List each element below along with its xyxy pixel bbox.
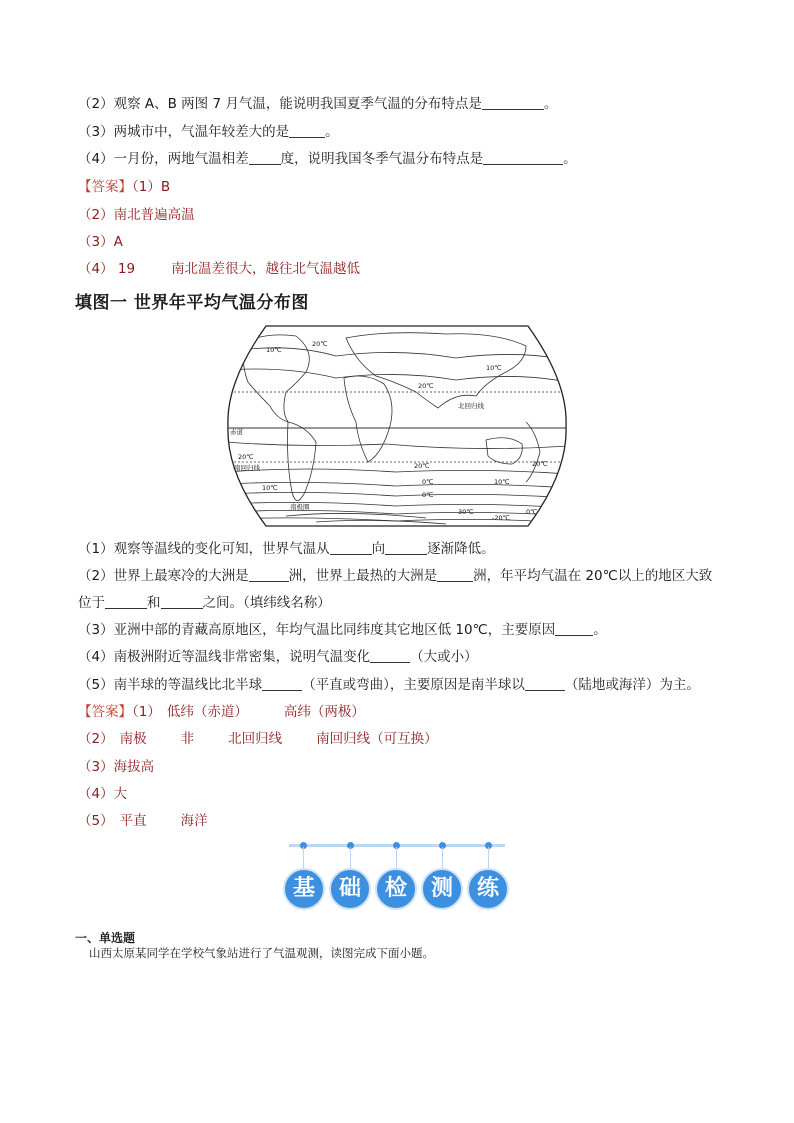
answer-text: （5） xyxy=(78,813,114,829)
answer-blank xyxy=(161,594,203,609)
answer-blank xyxy=(330,540,372,555)
question-text: 和 xyxy=(147,595,161,611)
question-text: 。 xyxy=(563,151,577,167)
answer-line xyxy=(78,703,365,721)
question-text: （3）亚洲中部的青藏高原地区，年均气温比同纬度其它地区低 10℃，主要原因 xyxy=(78,622,556,638)
answer-text: 北回归线 xyxy=(228,731,283,747)
banner-char: 础 xyxy=(329,868,371,910)
map-label: 20℃ xyxy=(414,462,430,470)
world-temperature-map xyxy=(226,322,568,530)
answer-blank xyxy=(525,676,565,691)
map-label: 南回归线 xyxy=(234,464,260,472)
question-line xyxy=(78,540,495,558)
map-label: 南极圈 xyxy=(290,503,310,511)
answer-text: 南北温差很大，越往北气温越低 xyxy=(171,261,361,277)
answer-text: （2） xyxy=(78,731,114,747)
answer-line xyxy=(78,812,208,830)
answer-line: （2）南北普遍高温 xyxy=(78,207,195,223)
question-text: （2）世界上最寒冷的大洲是 xyxy=(78,568,249,584)
question-text: 逐渐降低。 xyxy=(427,541,495,557)
question-line xyxy=(78,621,607,639)
question-text: （4）南极洲附近等温线非常密集，说明气温变化 xyxy=(78,649,371,665)
answer-tag: 【答案】 xyxy=(78,704,132,720)
question-line xyxy=(78,150,577,168)
question-text: 向 xyxy=(371,541,386,557)
banner-char: 基 xyxy=(283,868,325,910)
map-label: 20℃ xyxy=(418,382,434,390)
question-line xyxy=(78,676,700,694)
map-label: 0℃ xyxy=(422,478,434,486)
question-text: 。 xyxy=(325,124,339,140)
answer-text: （1） xyxy=(132,704,161,720)
figure-heading: 填图一 世界年平均气温分布图 xyxy=(75,293,309,313)
answer-line xyxy=(78,730,438,748)
map-label: 赤道 xyxy=(230,428,243,436)
answer-line: （3）海拔高 xyxy=(78,759,155,775)
answer-tag: 【答案】 xyxy=(78,179,132,195)
map-label: 北回归线 xyxy=(458,402,484,410)
answer-text: 南回归线（可互换） xyxy=(316,731,438,747)
answer-blank xyxy=(482,95,544,110)
question-text: 。 xyxy=(543,96,558,112)
question-text: 。 xyxy=(593,622,607,638)
question-text: （2）观察 A、B 两图 7 月气温，能说明我国夏季气温的分布特点是 xyxy=(78,96,482,112)
map-label: 10℃ xyxy=(494,478,510,486)
map-label: 10℃ xyxy=(266,346,282,354)
question-line xyxy=(78,648,478,666)
answer-text: 非 xyxy=(180,731,195,747)
answer-text: 海洋 xyxy=(180,813,208,829)
section-title: 一、单选题 xyxy=(75,931,136,945)
answer-blank xyxy=(262,676,302,691)
map-label: -20℃ xyxy=(492,514,510,522)
answer-text: 南极 xyxy=(119,731,147,747)
banner-char: 测 xyxy=(421,868,463,910)
question-text: 洲，世界上最热的大洲是 xyxy=(288,568,438,584)
map-label: 20℃ xyxy=(238,453,254,461)
answer-blank xyxy=(289,123,325,138)
question-text: （5）南半球的等温线比北半球 xyxy=(78,677,263,693)
banner-char: 检 xyxy=(375,868,417,910)
answer-text: 低纬（赤道） xyxy=(166,704,248,720)
answer-text: （4） 19 xyxy=(78,261,136,277)
question-text: （陆地或海洋）为主。 xyxy=(564,677,700,693)
answer-text: （1）B xyxy=(132,179,171,195)
question-text: 洲，年平均气温在 20℃以上的地区大致 xyxy=(473,568,713,584)
answer-line: （4）大 xyxy=(78,786,128,802)
answer-blank xyxy=(385,540,427,555)
map-label: 20℃ xyxy=(312,340,328,348)
map-label: 10℃ xyxy=(486,364,502,372)
answer-blank xyxy=(249,150,281,165)
question-text: 位于 xyxy=(78,595,105,611)
question-text: （大或小） xyxy=(410,649,478,665)
question-text: （平直或弯曲），主要原因是南半球以 xyxy=(302,677,525,693)
answer-blank xyxy=(437,567,473,582)
map-label: 0℃ xyxy=(526,508,538,516)
map-label: 0℃ xyxy=(422,491,434,499)
answer-text: 高纬（两极） xyxy=(283,704,365,720)
answer-text: 平直 xyxy=(119,813,147,829)
answer-line xyxy=(78,260,360,278)
section-banner xyxy=(285,840,510,910)
question-line xyxy=(78,95,557,113)
question-text: （1）观察等温线的变化可知，世界气温从 xyxy=(78,541,330,557)
answer-line xyxy=(78,178,170,196)
question-text: 之间。（填纬线名称） xyxy=(202,595,331,611)
map-label: 20℃ xyxy=(532,460,548,468)
answer-line: （3）A xyxy=(78,234,123,250)
question-line xyxy=(78,594,331,612)
map-label: 30℃ xyxy=(458,508,474,516)
question-text: （3）两城市中，气温年较差大的是 xyxy=(78,124,290,140)
banner-char: 练 xyxy=(467,868,509,910)
question-text: （4）一月份，两地气温相差 xyxy=(78,151,249,167)
answer-blank xyxy=(249,567,289,582)
question-line xyxy=(78,123,339,141)
answer-blank xyxy=(105,594,147,609)
question-line xyxy=(78,567,712,585)
answer-blank xyxy=(483,150,563,165)
question-text: 度，说明我国冬季气温分布特点是 xyxy=(280,151,484,167)
answer-blank xyxy=(555,621,593,636)
answer-blank xyxy=(370,648,410,663)
section-intro: 山西太原某同学在学校气象站进行了气温观测，读图完成下面小题。 xyxy=(89,946,434,960)
map-label: 10℃ xyxy=(262,484,278,492)
